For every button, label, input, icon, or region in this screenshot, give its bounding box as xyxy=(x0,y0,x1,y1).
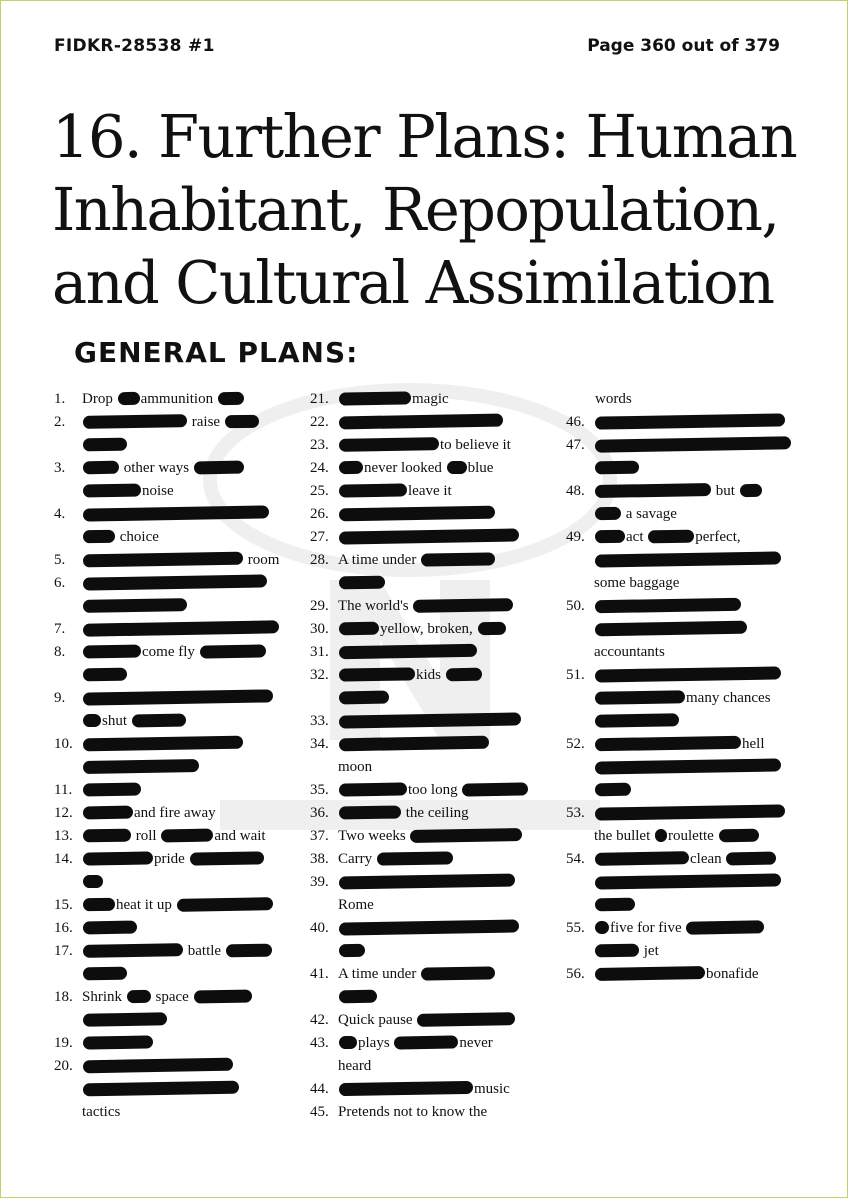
redaction-mark xyxy=(595,898,635,912)
redaction-mark xyxy=(595,436,791,452)
item-text: accountants xyxy=(594,644,665,660)
redaction-mark xyxy=(83,1012,167,1026)
section-subtitle: GENERAL PLANS: xyxy=(74,336,359,369)
item-text: space xyxy=(155,989,189,1005)
list-item xyxy=(310,457,546,480)
list-item xyxy=(310,848,546,871)
item-number: 28. xyxy=(310,552,329,568)
list-item xyxy=(54,618,286,641)
list-item xyxy=(310,388,546,411)
list-item xyxy=(310,503,546,526)
item-text: room xyxy=(247,552,280,568)
item-number: 38. xyxy=(310,851,329,867)
item-text: too long xyxy=(408,782,458,798)
list-item xyxy=(566,411,796,434)
redaction-mark xyxy=(447,461,467,474)
redaction-mark xyxy=(595,783,631,797)
list-item xyxy=(310,526,546,549)
list-item xyxy=(54,986,286,1032)
redaction-mark xyxy=(339,506,495,522)
list-item xyxy=(310,1101,546,1124)
redaction-mark xyxy=(595,530,625,544)
redaction-mark xyxy=(117,392,139,405)
item-number: 26. xyxy=(310,506,329,522)
list-item xyxy=(54,641,286,687)
list-item xyxy=(310,411,546,434)
item-number: 35. xyxy=(310,782,329,798)
list-item xyxy=(54,848,286,894)
item-text: heat it up xyxy=(116,897,172,913)
section-title: 16. Further Plans: Human Inhabitant, Repopulation, and Cultural Assimilation xyxy=(52,102,797,317)
item-number: 23. xyxy=(310,437,329,453)
item-text: never looked xyxy=(364,460,442,476)
redaction-mark xyxy=(740,484,762,497)
item-number: 14. xyxy=(54,851,73,867)
redaction-mark xyxy=(161,829,213,843)
list-item xyxy=(310,618,546,641)
item-text: roll xyxy=(135,828,157,844)
item-text: battle xyxy=(187,943,222,959)
redaction-mark xyxy=(83,714,101,727)
item-text: raise xyxy=(191,414,221,430)
redaction-mark xyxy=(339,483,407,497)
redaction-mark xyxy=(127,990,151,1003)
item-number: 42. xyxy=(310,1012,329,1028)
item-number: 9. xyxy=(54,690,66,706)
redaction-mark xyxy=(225,415,259,429)
redaction-mark xyxy=(83,598,187,613)
list-item xyxy=(54,457,286,503)
redaction-mark xyxy=(176,897,272,912)
redaction-mark xyxy=(595,851,689,866)
redaction-mark xyxy=(83,806,133,820)
redaction-mark xyxy=(339,667,415,681)
list-item xyxy=(54,940,286,986)
item-text: Two weeks xyxy=(338,828,406,844)
redaction-mark xyxy=(718,829,758,843)
list-item xyxy=(54,1055,286,1124)
list-item xyxy=(566,434,796,480)
item-number: 24. xyxy=(310,460,329,476)
item-text: music xyxy=(474,1081,510,1097)
item-number: 18. xyxy=(54,989,73,1005)
list-item xyxy=(54,503,286,549)
redaction-mark xyxy=(83,943,183,958)
redaction-mark xyxy=(477,622,505,635)
item-number: 48. xyxy=(566,483,585,499)
item-text: Shrink xyxy=(82,989,123,1005)
item-text: but xyxy=(715,483,735,499)
redaction-mark xyxy=(595,690,685,705)
item-text: clean xyxy=(690,851,722,867)
redaction-mark xyxy=(339,644,477,659)
item-number: 29. xyxy=(310,598,329,614)
redaction-mark xyxy=(83,875,103,888)
redaction-mark xyxy=(595,873,781,889)
redaction-mark xyxy=(83,782,141,796)
redaction-mark xyxy=(83,505,269,521)
list-item xyxy=(566,480,796,526)
list-item xyxy=(566,526,796,595)
redaction-mark xyxy=(339,1036,357,1049)
item-number: 19. xyxy=(54,1035,73,1051)
redaction-mark xyxy=(189,851,263,865)
list-item xyxy=(310,1009,546,1032)
item-number: 45. xyxy=(310,1104,329,1120)
item-text: shut xyxy=(102,713,128,729)
redaction-mark xyxy=(462,782,528,796)
item-number: 43. xyxy=(310,1035,329,1051)
redaction-mark xyxy=(595,758,781,774)
item-text: Rome xyxy=(338,897,374,913)
redaction-mark xyxy=(595,551,781,567)
item-number: 10. xyxy=(54,736,73,752)
redaction-mark xyxy=(83,759,199,774)
item-number: 55. xyxy=(566,920,585,936)
redaction-mark xyxy=(595,483,711,498)
redaction-mark xyxy=(648,530,694,544)
redaction-mark xyxy=(686,920,764,934)
redaction-mark xyxy=(83,668,127,682)
redaction-mark xyxy=(446,668,482,682)
list-item xyxy=(566,664,796,733)
list-item xyxy=(566,595,796,664)
item-text: ammunition xyxy=(140,391,214,407)
item-text: noise xyxy=(142,483,174,499)
item-text: A time under xyxy=(338,552,417,568)
redaction-mark xyxy=(595,413,785,429)
item-text: bonafide xyxy=(706,966,759,982)
redaction-mark xyxy=(339,873,515,889)
redaction-mark xyxy=(339,622,379,636)
redaction-mark xyxy=(193,989,251,1003)
item-number: 3. xyxy=(54,460,66,476)
item-number: 21. xyxy=(310,391,329,407)
list-item xyxy=(566,733,796,802)
redaction-mark xyxy=(83,851,153,865)
item-number: 30. xyxy=(310,621,329,637)
redaction-mark xyxy=(132,714,186,728)
item-text: other ways xyxy=(123,460,190,476)
item-text: pride xyxy=(154,851,185,867)
item-text: magic xyxy=(412,391,449,407)
item-number: 46. xyxy=(566,414,585,430)
item-text: Pretends not to know the xyxy=(338,1104,488,1120)
item-text: leave it xyxy=(408,483,452,499)
item-text: Drop xyxy=(82,391,113,407)
item-text: hell xyxy=(742,736,765,752)
item-number: 39. xyxy=(310,874,329,890)
redaction-mark xyxy=(595,598,741,614)
item-number: 53. xyxy=(566,805,585,821)
redaction-mark xyxy=(595,944,639,958)
item-text: words xyxy=(595,391,632,407)
list-item xyxy=(310,1032,546,1078)
item-number: 5. xyxy=(54,552,66,568)
redaction-mark xyxy=(339,712,521,728)
redaction-mark xyxy=(595,461,639,475)
redaction-mark xyxy=(83,414,187,429)
item-number: 54. xyxy=(566,851,585,867)
item-text: and fire away xyxy=(134,805,216,821)
item-number: 6. xyxy=(54,575,66,591)
item-number: 15. xyxy=(54,897,73,913)
redaction-mark xyxy=(339,944,365,957)
item-text: moon xyxy=(338,759,373,775)
list-item xyxy=(54,894,286,917)
redaction-mark xyxy=(595,713,679,727)
list-item xyxy=(310,779,546,802)
list-item xyxy=(54,687,286,733)
redaction-mark xyxy=(339,391,411,405)
redaction-mark xyxy=(83,1035,153,1049)
redaction-mark xyxy=(83,736,243,752)
item-text: act xyxy=(626,529,644,545)
redaction-mark xyxy=(339,528,519,544)
redaction-mark xyxy=(83,574,267,590)
redaction-mark xyxy=(83,552,243,568)
list-item xyxy=(566,917,796,963)
item-text: heard xyxy=(338,1058,372,1074)
redaction-mark xyxy=(218,392,244,405)
list-item xyxy=(310,917,546,963)
redaction-mark xyxy=(339,736,489,752)
list-item xyxy=(310,434,546,457)
list-item xyxy=(54,917,286,940)
item-text: the ceiling xyxy=(405,805,469,821)
redaction-mark xyxy=(83,829,131,843)
list-item xyxy=(310,825,546,848)
item-text: jet xyxy=(643,943,659,959)
redaction-mark xyxy=(417,1012,515,1027)
item-number: 8. xyxy=(54,644,66,660)
item-text: five for five xyxy=(610,920,682,936)
list-item xyxy=(310,641,546,664)
redaction-mark xyxy=(83,1081,239,1097)
list-item xyxy=(54,779,286,802)
redaction-mark xyxy=(83,898,115,912)
redaction-mark xyxy=(339,1081,473,1096)
item-number: 33. xyxy=(310,713,329,729)
list-item xyxy=(54,733,286,779)
list-item xyxy=(310,480,546,503)
plans-column-3 xyxy=(566,388,796,986)
item-text: The world's xyxy=(338,598,409,614)
item-number: 51. xyxy=(566,667,585,683)
redaction-mark xyxy=(413,598,513,613)
item-text: many chances xyxy=(686,690,771,706)
list-item xyxy=(54,825,286,848)
list-item xyxy=(54,388,286,411)
list-item xyxy=(566,802,796,848)
item-number: 20. xyxy=(54,1058,73,1074)
redaction-mark xyxy=(595,736,741,752)
redaction-mark xyxy=(83,689,273,705)
redaction-mark xyxy=(200,644,266,658)
redaction-mark xyxy=(339,437,439,452)
item-text: to believe it xyxy=(440,437,511,453)
item-number: 7. xyxy=(54,621,66,637)
redaction-mark xyxy=(339,782,407,796)
item-text: blue xyxy=(467,460,494,476)
redaction-mark xyxy=(421,966,495,980)
redaction-mark xyxy=(83,644,141,658)
list-item xyxy=(310,871,546,917)
item-number: 34. xyxy=(310,736,329,752)
item-text: perfect, xyxy=(695,529,741,545)
redaction-mark xyxy=(410,828,522,843)
item-number: 44. xyxy=(310,1081,329,1097)
redaction-mark xyxy=(377,851,453,865)
list-item xyxy=(54,1032,286,1055)
redaction-mark xyxy=(421,552,495,566)
redaction-mark xyxy=(339,414,503,430)
redaction-mark xyxy=(595,507,621,520)
redaction-mark xyxy=(595,966,705,981)
list-item xyxy=(310,1078,546,1101)
redaction-mark xyxy=(83,438,127,452)
item-number: 1. xyxy=(54,391,66,407)
list-item xyxy=(310,802,546,825)
redaction-mark xyxy=(339,691,389,705)
redaction-mark xyxy=(595,666,781,682)
redaction-mark xyxy=(339,576,385,590)
item-text: A time under xyxy=(338,966,417,982)
item-text: Quick pause xyxy=(338,1012,413,1028)
redaction-mark xyxy=(339,805,401,819)
item-number: 13. xyxy=(54,828,73,844)
redaction-mark xyxy=(226,944,272,958)
list-item xyxy=(310,710,546,733)
item-number: 27. xyxy=(310,529,329,545)
item-text: and wait xyxy=(214,828,266,844)
item-text: roulette xyxy=(668,828,714,844)
item-number: 52. xyxy=(566,736,585,752)
item-number: 37. xyxy=(310,828,329,844)
item-number: 40. xyxy=(310,920,329,936)
item-text: come fly xyxy=(142,644,195,660)
redaction-mark xyxy=(595,804,785,820)
redaction-mark xyxy=(339,990,377,1004)
item-text: choice xyxy=(119,529,159,545)
document-id: FIDKR-28538 #1 xyxy=(54,36,215,56)
list-item xyxy=(310,664,546,710)
item-number: 17. xyxy=(54,943,73,959)
redaction-mark xyxy=(655,829,667,842)
redaction-mark xyxy=(595,921,609,934)
item-text: plays xyxy=(358,1035,390,1051)
list-item xyxy=(310,595,546,618)
item-text: the bullet xyxy=(594,828,651,844)
item-number: 36. xyxy=(310,805,329,821)
list-item xyxy=(54,411,286,457)
item-number: 49. xyxy=(566,529,585,545)
item-text: yellow, broken, xyxy=(380,621,473,637)
redaction-mark xyxy=(339,461,363,474)
item-number: 2. xyxy=(54,414,66,430)
item-text: some baggage xyxy=(594,575,680,591)
item-number: 16. xyxy=(54,920,73,936)
redaction-mark xyxy=(83,461,119,475)
list-item xyxy=(54,549,286,572)
item-text: Carry xyxy=(338,851,373,867)
list-item xyxy=(310,733,546,779)
item-number: 56. xyxy=(566,966,585,982)
redaction-mark xyxy=(83,921,137,935)
page-indicator: Page 360 out of 379 xyxy=(587,36,780,56)
item-number: 11. xyxy=(54,782,73,798)
list-item-continuation xyxy=(566,388,796,411)
item-number: 50. xyxy=(566,598,585,614)
item-number: 32. xyxy=(310,667,329,683)
list-item xyxy=(566,848,796,917)
item-number: 25. xyxy=(310,483,329,499)
item-number: 22. xyxy=(310,414,329,430)
redaction-mark xyxy=(726,852,776,866)
list-item xyxy=(310,549,546,595)
list-item xyxy=(54,572,286,618)
redaction-mark xyxy=(194,461,244,475)
redaction-mark xyxy=(339,919,519,935)
item-text: a savage xyxy=(625,506,677,522)
item-number: 31. xyxy=(310,644,329,660)
list-item xyxy=(54,802,286,825)
list-item xyxy=(310,963,546,1009)
redaction-mark xyxy=(394,1035,458,1049)
item-text: kids xyxy=(416,667,442,683)
item-number: 47. xyxy=(566,437,585,453)
item-number: 12. xyxy=(54,805,73,821)
list-item xyxy=(566,963,796,986)
redaction-mark xyxy=(83,1058,233,1074)
redaction-mark xyxy=(83,967,127,981)
item-text: tactics xyxy=(82,1104,121,1120)
redaction-mark xyxy=(83,483,141,497)
redaction-mark xyxy=(83,620,279,636)
redaction-mark xyxy=(83,530,115,544)
item-number: 4. xyxy=(54,506,66,522)
plans-column-2 xyxy=(310,388,546,1124)
plans-column-1 xyxy=(54,388,286,1124)
redaction-mark xyxy=(595,621,747,637)
item-text: never xyxy=(459,1035,493,1051)
item-number: 41. xyxy=(310,966,329,982)
